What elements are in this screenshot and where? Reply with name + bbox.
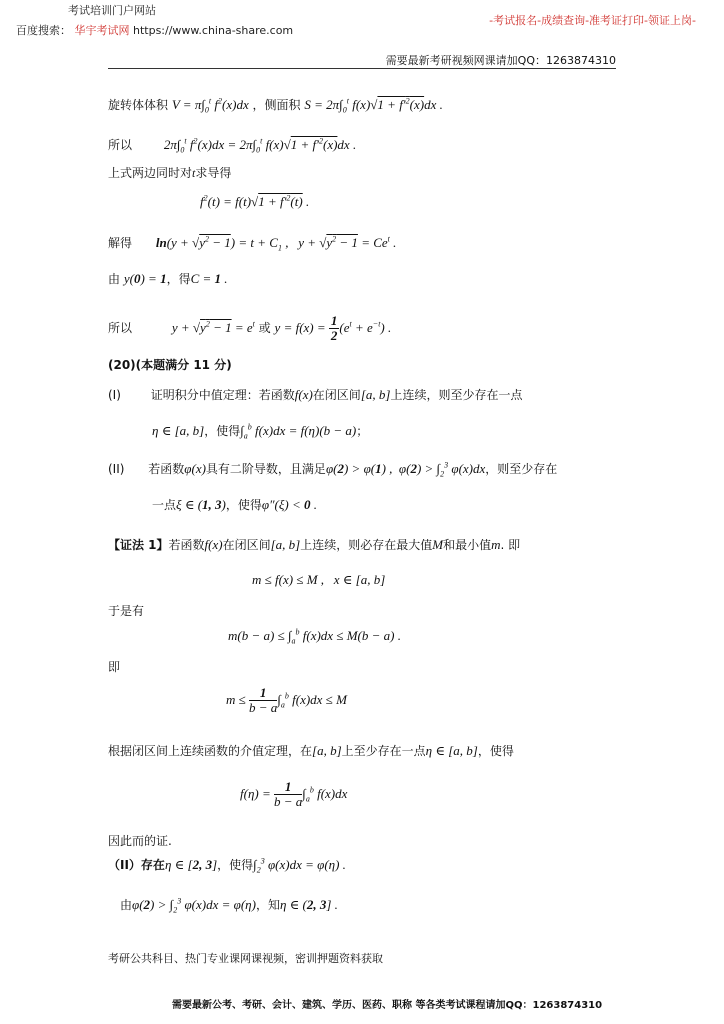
integral-inequality: $m(b - a) \le \int_a^b$ f(x)dx ≤ M(b − a) . bbox=[228, 628, 401, 646]
formula-derivative: $f^2(t) = f(t)√1 + f'^2(t)$ . bbox=[200, 194, 310, 210]
bound-inequality: m ≤ f(x) ≤ M , x ∈ [a, b] bbox=[252, 572, 386, 587]
header-divider bbox=[108, 68, 616, 69]
question-part-II: (II) 若函数φ(x)具有二阶导数，且满足φ(2) > φ(1) , $\varphi(2) > \int_2^3$ φ(x)dx，则至少存在 bbox=[108, 460, 558, 479]
formula-volume-area: 旋转体体积 $V = \pi\int_0^t$ $f^2(x)dx$ ，侧面积 $S = 2\pi\int_0^t$ $f(x)√1 + f'^2(x)dx$ . bbox=[108, 96, 443, 115]
ivt-text: 根据闭区间上连续函数的介值定理，在[a, b]上至少存在一点η ∈ [a, b]，使得 bbox=[108, 743, 514, 758]
formula-solution: 解得 $\ln(y + √y^2 - 1) = t + C_1$ , $y + √y^2 - 1 = Ce^t$ . bbox=[108, 234, 397, 253]
mean-value-formula: f(η) = $\frac{1}{b - a}$ $\int_a^b$ f(x)dx bbox=[240, 779, 348, 809]
initial-condition: 由 y(0) = 1，得C = 1 . bbox=[108, 271, 228, 286]
mean-inequality: m ≤ $\frac{1}{b - a}$ $\int_a^b$ f(x)dx ≤ M bbox=[226, 685, 347, 715]
question-part-II-cont: 一点ξ ∈ (1, 3)，使得φ″(ξ) < 0 . bbox=[152, 497, 318, 512]
header-links[interactable]: -考试报名-成绩查询-准考证打印-领证上岗- bbox=[489, 14, 696, 27]
derive-note: 上式两边同时对t求导得 bbox=[108, 166, 232, 180]
question-20-title: (20)(本题满分 11 分) bbox=[108, 358, 232, 372]
part-II-last: 由$\varphi(2) > \int_2^3$ φ(x)dx = φ(η)，知η ∈ (2, 3] . bbox=[120, 896, 338, 915]
proof-intro: 【证法 1】若函数f(x)在闭区间[a, b]上连续，则必存在最大值M和最小值m. 即 bbox=[108, 537, 521, 552]
qq-note: 需要最新考研视频网课请加QQ：1263874310 bbox=[385, 54, 616, 67]
formula-final: 所以 $y + √y^2 - 1 = e^t$ 或 y = f(x) = $\frac{1}{2}$ $(e^t + e^{-t})$ . bbox=[108, 313, 392, 343]
conclusion-text: 因此而的证. bbox=[108, 834, 172, 848]
site-url[interactable]: https://www.china-share.com bbox=[133, 24, 294, 37]
question-part-I-cont: η ∈ [a, b]，使得$\int_a^b$ f(x)dx = f(η)(b − a)； bbox=[152, 422, 369, 441]
search-label: 百度搜索： bbox=[16, 24, 71, 37]
yushi-text: 于是有 bbox=[108, 604, 145, 618]
ji-text: 即 bbox=[108, 660, 121, 674]
part-II-proof: （II）存在η ∈ [2, 3]，使得$\int_2^3$ φ(x)dx = φ(η) . bbox=[108, 856, 346, 875]
search-term[interactable]: 华宇考试网 bbox=[74, 24, 130, 37]
footer-line-1: 考研公共科目、热门专业课网课视频，密训押题资料获取 bbox=[108, 952, 383, 965]
footer-line-2: 需要最新公考、考研、会计、建筑、学历、医药、职称 等各类考试课程请加QQ：1263874310 bbox=[172, 1000, 603, 1011]
question-part-I: (I) 证明积分中值定理：若函数f(x)在闭区间[a, b]上连续，则至少存在一点 bbox=[108, 387, 523, 402]
search-hint bbox=[16, 22, 293, 38]
formula-equality: 所以 $2\pi\int_0^t$ $f^2(x)dx = 2\pi\int_0^t$ $f(x)√1 + f'^2(x)dx$ . bbox=[108, 136, 357, 155]
site-name: 考试培训门户网站 bbox=[68, 4, 156, 17]
